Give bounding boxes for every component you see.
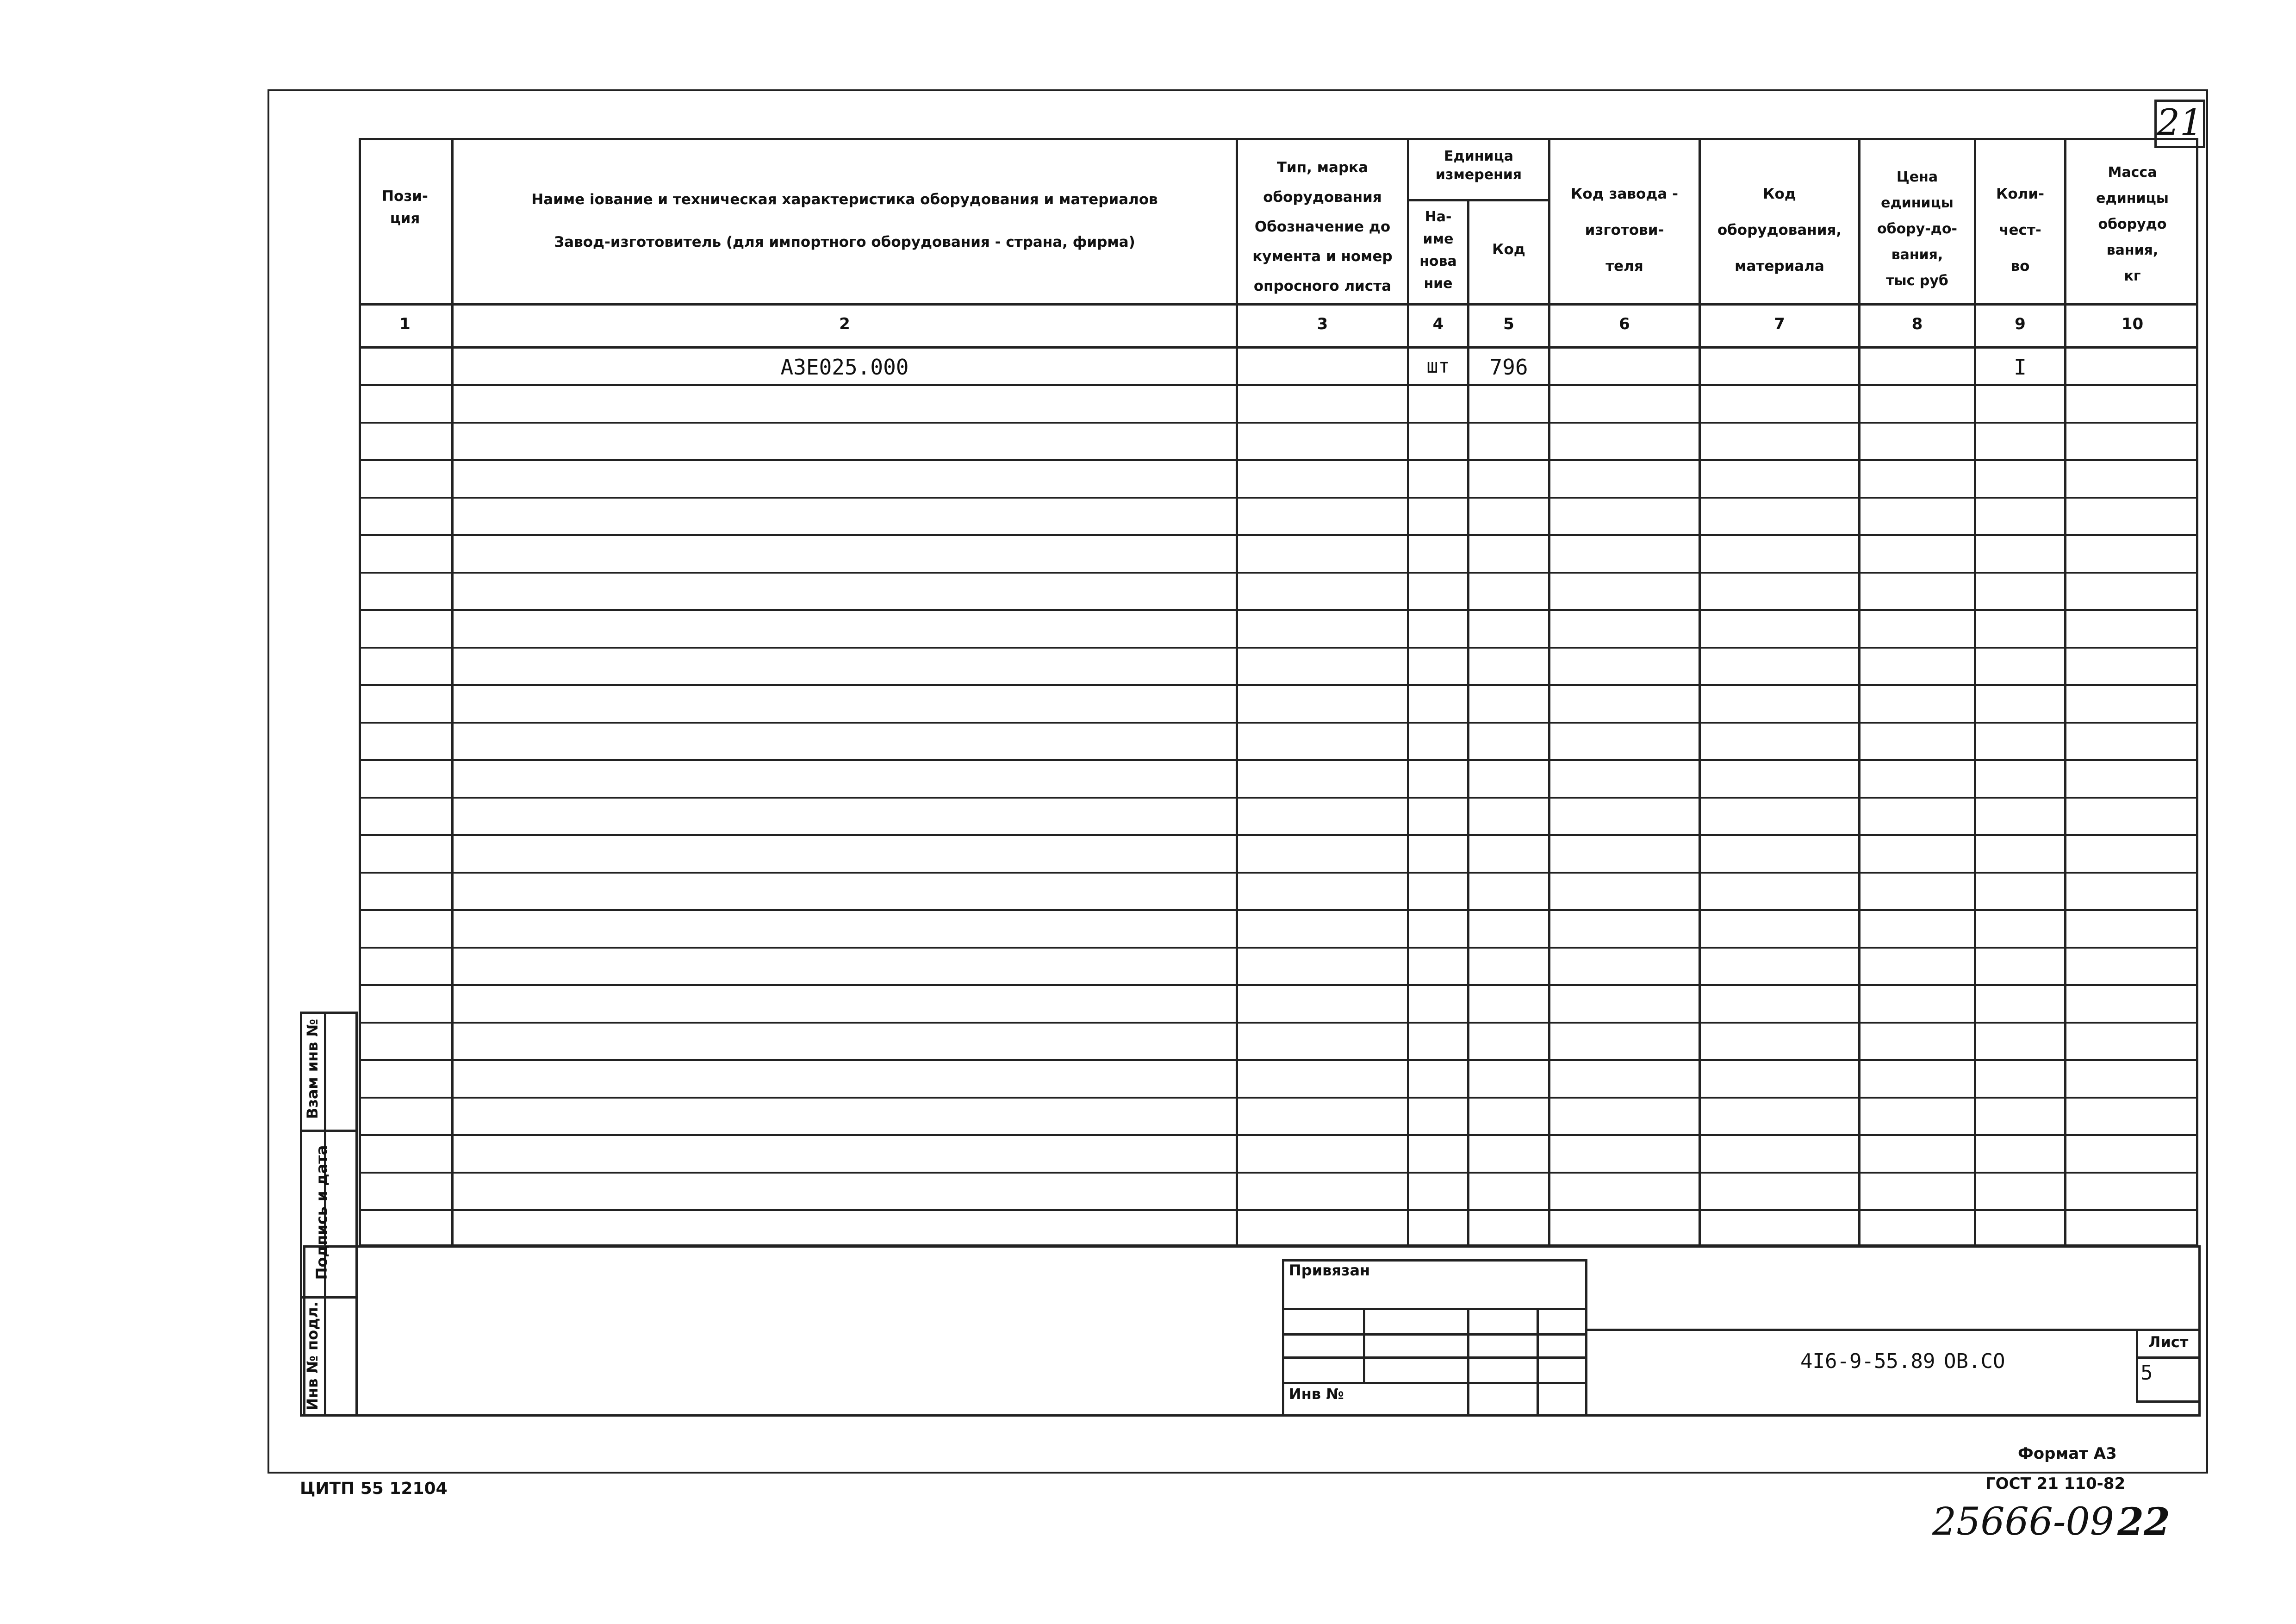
colnum-3: 3: [1317, 315, 1328, 333]
privyazan-line-4: [1282, 1382, 1587, 1384]
header-col4: На- име нова ние: [1419, 209, 1457, 292]
table-row-line: [359, 1022, 2198, 1024]
colnum-4: 4: [1432, 315, 1444, 333]
header-col6: Код завода - изготови- теля: [1571, 186, 1678, 275]
privyazan-col-3: [1537, 1308, 1539, 1417]
header-col9: Коли- чест- во: [1996, 186, 2044, 275]
header-col3: Тип, марка оборудования Обозначение до кумента и номер опросного листа: [1252, 159, 1393, 294]
header-unit-group: Единица измерения: [1435, 148, 1522, 183]
doc-suffix: ОВ.СО: [1944, 1349, 2005, 1373]
table-row-line: [359, 1134, 2198, 1136]
table-row-line: [359, 909, 2198, 911]
table-row-line: [359, 534, 2198, 536]
sheet-box-line: [2136, 1356, 2201, 1359]
privyazan-line-2: [1282, 1333, 1587, 1336]
table-row-line: [359, 647, 2198, 649]
header-bottom-line: [359, 303, 2198, 306]
table-row-line: [359, 384, 2198, 386]
side-stamp-line-1: [300, 1130, 358, 1132]
privyazan-col-2: [1467, 1308, 1469, 1417]
header-col1: Пози- ция: [382, 188, 428, 227]
colnum-2: 2: [839, 315, 850, 333]
unit-group-line: [1407, 199, 1550, 201]
page-number: 21: [2157, 102, 2203, 144]
colnum-10: 10: [2121, 315, 2144, 333]
table-row-line: [359, 609, 2198, 611]
table-row-line: [359, 872, 2198, 874]
stamp-area: [303, 1245, 2201, 1417]
col-line-9: [2064, 138, 2066, 1247]
col-line-3: [1407, 138, 1409, 1247]
doc-code-top-line: [1587, 1329, 2201, 1331]
header-col5: Код: [1492, 241, 1525, 258]
col-line-8: [1974, 138, 1976, 1247]
doc-code: 4I6-9-55.89: [1800, 1349, 1935, 1373]
table-row-name: АЗЕ025.000: [780, 355, 909, 380]
gost-label: ГОСТ 21 110-82: [1985, 1474, 2126, 1493]
colnum-6: 6: [1619, 315, 1630, 333]
col-line-7: [1858, 138, 1860, 1247]
table-row-unit-name: шт: [1426, 355, 1450, 377]
table-row-line: [359, 834, 2198, 836]
colnum-7: 7: [1774, 315, 1785, 333]
table-row-line: [359, 947, 2198, 949]
table-row-line: [359, 1097, 2198, 1099]
privyazan-line-3: [1282, 1356, 1587, 1359]
colnum-8: 8: [1911, 315, 1923, 333]
col-line-5: [1548, 138, 1550, 1247]
table-row-line: [359, 497, 2198, 499]
sheet-number: 5: [2140, 1361, 2153, 1385]
handwritten-number: 25666-09: [1932, 1500, 2114, 1544]
table-row-line: [359, 1209, 2198, 1211]
header-col7: Код оборудования, материала: [1717, 186, 1842, 275]
format-label: Формат А3: [2018, 1444, 2117, 1463]
table-row-line: [359, 759, 2198, 761]
table-row-line: [359, 1059, 2198, 1061]
handwritten-page: 22: [2117, 1500, 2171, 1544]
privyazan-label: Привязан: [1289, 1262, 1370, 1279]
table-row-line: [359, 984, 2198, 986]
cipp-label: ЦИТП 55 12104: [300, 1479, 448, 1498]
privyazan-line-1: [1282, 1308, 1587, 1310]
sheet-label: Лист: [2148, 1333, 2189, 1351]
side-label-replaced: Взам инв №: [304, 1018, 321, 1119]
col-line-1: [451, 138, 454, 1247]
header-col2: Наиме iование и техническая характеристика оборудования и материалов Завод-изготовитель (для импортного оборудования - страна, фирма): [531, 191, 1158, 250]
table-row-line: [359, 459, 2198, 461]
table-row-line: [359, 572, 2198, 574]
colnum-9: 9: [2015, 315, 2026, 333]
side-label-inv: Инв № подл.: [304, 1301, 321, 1411]
header-col10: Масса единицы оборудо вания, кг: [2096, 164, 2169, 284]
colnum-bottom-line: [359, 346, 2198, 349]
table-row-unit-code: 796: [1489, 355, 1528, 380]
privyazan-col-1: [1363, 1308, 1365, 1382]
header-col8: Цена единицы обору-до- вания, тыс руб: [1877, 169, 1957, 289]
table-row-qty: I: [2014, 355, 2027, 380]
col-line-6: [1699, 138, 1701, 1247]
side-label-signature: Подпись и дата: [313, 1145, 330, 1280]
table-row-line: [359, 684, 2198, 686]
table-row-line: [359, 422, 2198, 424]
colnum-1: 1: [399, 315, 411, 333]
col-line-2: [1236, 138, 1238, 1247]
table-row-line: [359, 1172, 2198, 1174]
colnum-5: 5: [1503, 315, 1514, 333]
table-row-line: [359, 797, 2198, 799]
table-row-line: [359, 722, 2198, 724]
inv-no-label: Инв №: [1289, 1385, 1344, 1403]
